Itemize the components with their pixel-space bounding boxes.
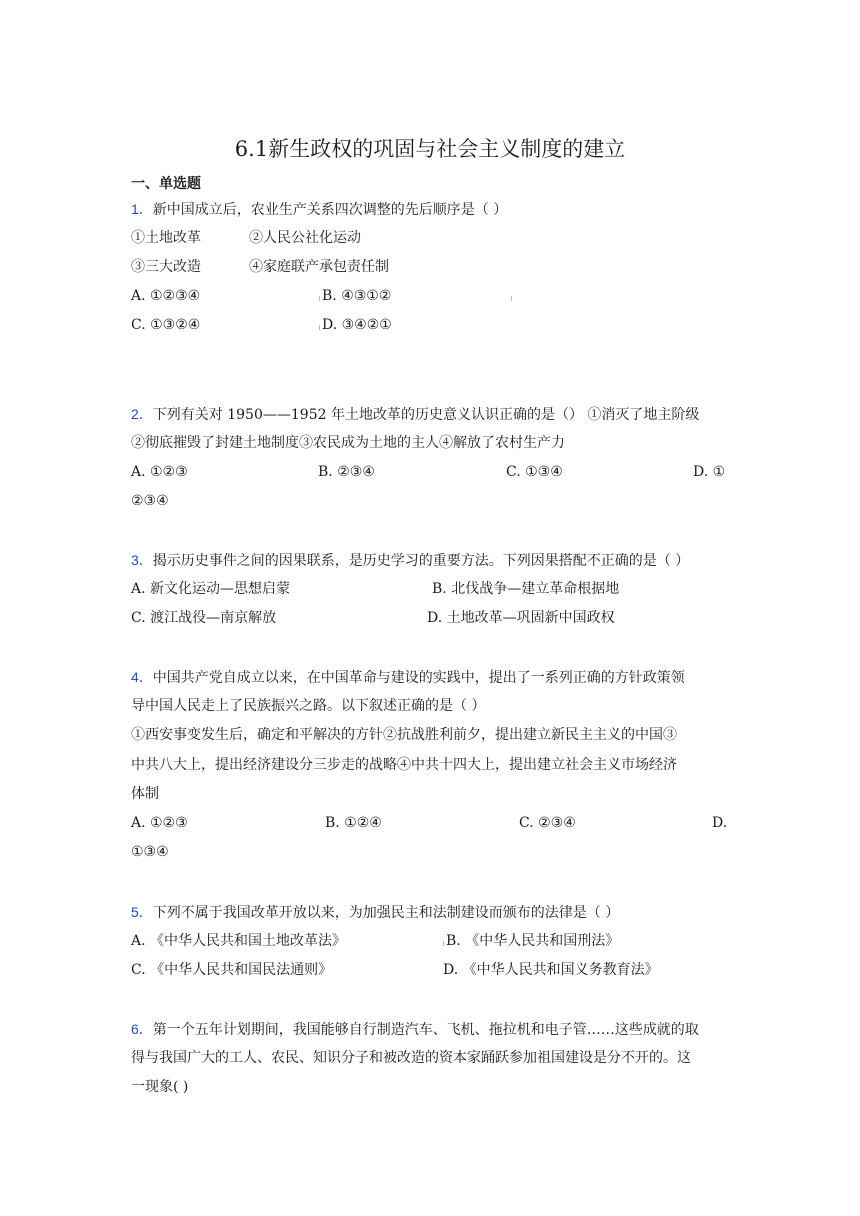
question-text: 下列不属于我国改革开放以来，为加强民主和法制建设而颁布的法律是（ ） (152, 905, 620, 921)
layout-mark (511, 296, 512, 301)
option-d: D. 《中华人民共和国义务教育法》 (443, 962, 659, 978)
question-text: 第一个五年计划期间，我国能够自行制造汽车、飞机、拖拉机和电子管……这些成就的取 (152, 1022, 699, 1038)
question-5-stem (131, 902, 619, 923)
layout-mark (319, 325, 320, 330)
layout-mark (319, 296, 320, 301)
option-d: D. ① (693, 464, 726, 480)
layout-mark (443, 941, 444, 946)
option-b: B. ①②④ (325, 815, 382, 831)
option-b: B. 《中华人民共和国刑法》 (446, 933, 620, 949)
question-text: 下列有关对 1950——1952 年土地改革的历史意义认识正确的是（） ①消灭了地主阶级 (152, 407, 700, 423)
option-d-wrap: ②③④ (131, 493, 169, 509)
option-d-wrap: ①③④ (131, 844, 169, 860)
option-c: C. ①③④ (506, 464, 563, 480)
question-number: 6． (131, 1021, 153, 1037)
item: ①土地改革 (131, 230, 201, 246)
option-c: C. 渡江战役—南京解放 (131, 610, 277, 626)
question-number: 4． (131, 669, 153, 685)
option-a: A. ①②③ (131, 464, 188, 480)
question-number: 2． (131, 406, 153, 422)
question-4-statements-cont: 中共八大上，提出经济建设分三步走的战略④中共十四大上，提出建立社会主义市场经济 (131, 757, 677, 773)
question-6-stem-end: 一现象( ) (131, 1079, 189, 1095)
section-heading: 一、单选题 (131, 176, 201, 192)
question-1-stem (131, 199, 507, 220)
option-b: B. 北伐战争—建立革命根据地 (432, 581, 620, 597)
question-number: 1． (131, 201, 153, 217)
option-d: D. ③④②① (322, 317, 392, 333)
option-d: D. (712, 815, 728, 831)
question-4-stem (131, 667, 685, 688)
item: ③三大改造 (131, 259, 201, 275)
question-6-stem-cont: 得与我国广大的工人、农民、知识分子和被改造的资本家踊跃参加祖国建设是分不开的。这 (131, 1050, 691, 1066)
question-4-statements: ①西安事变发生后，确定和平解决的方针②抗战胜利前夕，提出建立新民主主义的中国③ (131, 727, 677, 743)
question-text: 中国共产党自成立以来，在中国革命与建设的实践中，提出了一系列正确的方针政策领 (152, 670, 685, 686)
question-2-stem-cont: ②彻底摧毁了封建土地制度③农民成为土地的主人④解放了农村生产力 (131, 435, 565, 451)
option-d: D. 土地改革—巩固新中国政权 (427, 610, 615, 626)
option-a: A. ①②③ (131, 815, 188, 831)
document-title: 6.1新生政权的巩固与社会主义制度的建立 (234, 137, 626, 161)
option-c: C. ②③④ (519, 815, 576, 831)
option-c: C. ①③②④ (131, 317, 201, 333)
question-number: 5． (131, 904, 153, 920)
question-4-statements-end: 体制 (131, 786, 159, 802)
option-a: A. 新文化运动—思想启蒙 (131, 581, 291, 597)
option-c: C. 《中华人民共和国民法通则》 (131, 962, 333, 978)
question-4-stem-cont: 导中国人民走上了民族振兴之路。以下叙述正确的是（ ） (131, 698, 486, 714)
option-a: A. ①②③④ (131, 288, 201, 304)
option-b: B. ④③①② (322, 288, 392, 304)
question-2-stem (131, 404, 699, 425)
item: ④家庭联产承包责任制 (249, 259, 389, 275)
question-6-stem (131, 1019, 699, 1040)
question-number: 3． (131, 552, 153, 568)
question-3-stem (131, 550, 689, 571)
question-text: 揭示历史事件之间的因果联系，是历史学习的重要方法。下列因果搭配不正确的是（ ） (152, 553, 690, 569)
option-a: A. 《中华人民共和国土地改革法》 (131, 933, 347, 949)
question-text: 新中国成立后，农业生产关系四次调整的先后顺序是（ ） (152, 202, 508, 218)
option-b: B. ②③④ (318, 464, 375, 480)
item: ②人民公社化运动 (249, 230, 361, 246)
